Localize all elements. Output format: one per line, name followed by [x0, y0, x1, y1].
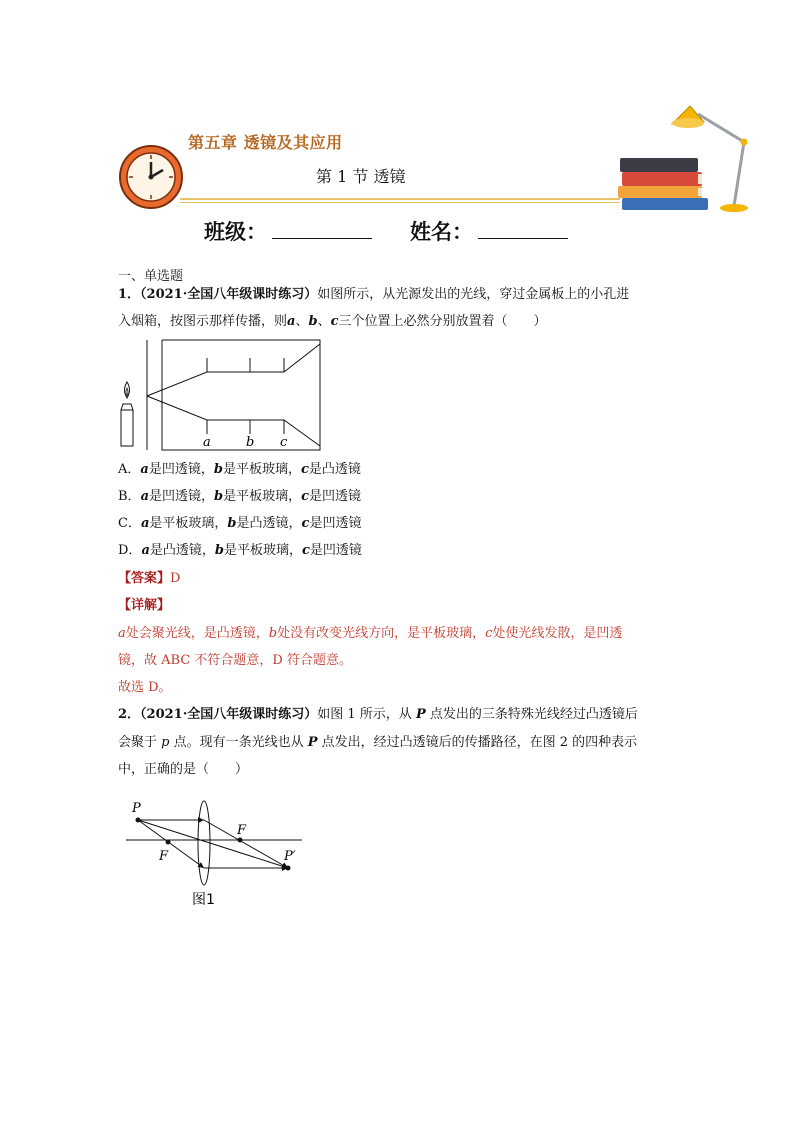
q2-text: 点发出，经过凸透镜后的传播路径，在图 2 的四种表示: [317, 735, 638, 750]
position-markers: [207, 358, 284, 434]
option-var: c: [301, 516, 310, 531]
header-rule-thin: [180, 202, 620, 203]
option-text: 是凹透镜: [309, 516, 362, 531]
q2-line1: [118, 706, 638, 724]
q1-var-c: c: [330, 314, 339, 329]
q2-figure-1: [124, 798, 314, 910]
option-text: 是平板玻璃，: [222, 462, 301, 477]
point-P: [136, 818, 141, 823]
class-label: 班级：: [204, 220, 267, 244]
q1-conclusion: 故选 D。: [118, 680, 172, 695]
option-var: a: [140, 489, 149, 504]
option-d[interactable]: [118, 542, 362, 560]
option-var: a: [141, 543, 150, 558]
header-rule: [180, 198, 620, 200]
chapter-title: 第五章 透镜及其应用: [188, 133, 343, 152]
answer-value: D: [170, 571, 181, 586]
q1-detail-label: 【详解】: [118, 598, 171, 613]
label-P: P: [132, 801, 141, 816]
class-field[interactable]: [272, 238, 372, 239]
q1-text-line2: 入烟箱，按图示那样传播，则: [118, 314, 288, 329]
option-text: 是凹透镜: [309, 489, 362, 504]
fig-label-c: c: [280, 435, 288, 450]
q2-text: 点。现有一条光线也从: [169, 735, 308, 750]
q1-var-b: b: [308, 314, 318, 329]
point-P-prime: [286, 866, 291, 871]
option-var: a: [140, 516, 150, 531]
detail-text: 处会聚光线，是凸透镜，: [125, 626, 269, 641]
option-var: c: [301, 489, 310, 504]
focus-left: [166, 840, 171, 845]
option-letter: D．: [118, 543, 142, 558]
clock-icon: [118, 144, 184, 210]
q1-source: （2021·全国八年级课时练习）: [140, 287, 318, 302]
light-path-top: [147, 344, 320, 396]
detail-var: a: [118, 626, 126, 641]
option-a[interactable]: [118, 461, 361, 479]
option-var: c: [300, 462, 309, 477]
q1-line1: [118, 286, 629, 304]
q1-text-line2-end: 三个位置上必然分别放置着（ ）: [338, 314, 547, 329]
section-title: 第 1 节 透镜: [316, 167, 406, 186]
q1-number: 1．: [118, 287, 141, 302]
option-text: 是凸透镜: [308, 462, 361, 477]
option-var: c: [302, 543, 310, 558]
q1-answer: [118, 570, 180, 588]
q1-var-a: a: [287, 314, 296, 329]
label-F-right: F: [237, 823, 247, 838]
option-var: b: [227, 516, 237, 531]
q2-line2: [118, 734, 637, 752]
option-text: 是凸透镜，: [149, 543, 215, 558]
option-letter: A．: [118, 462, 141, 477]
convex-lens: [198, 801, 210, 885]
detail-var: b: [268, 626, 278, 641]
figure-caption: 图1: [192, 892, 215, 908]
detail-var: c: [485, 626, 493, 641]
q1-detail-line2: 镜，故 ABC 不符合题意，D 符合题意。: [118, 653, 352, 668]
option-text: 是平板玻璃，: [149, 516, 228, 531]
option-b[interactable]: [118, 488, 361, 506]
q1-sep: 、: [295, 314, 309, 329]
q1-figure: [114, 338, 326, 454]
name-field[interactable]: [478, 238, 568, 239]
option-var: a: [140, 462, 149, 477]
answer-label: 【答案】: [118, 571, 171, 586]
option-text: 是凹透镜，: [149, 489, 215, 504]
label-P-prime: P′: [284, 849, 296, 864]
q1-detail-line1: [118, 625, 622, 643]
option-text: 是平板玻璃，: [223, 543, 302, 558]
books-lamp-illustration: [612, 96, 762, 216]
focus-right: [238, 838, 243, 843]
option-var: b: [214, 489, 224, 504]
candle-icon: [121, 382, 133, 446]
fig-label-a: a: [203, 435, 211, 450]
name-label: 姓名：: [410, 220, 473, 244]
option-var: b: [214, 543, 224, 558]
q2-var-p: p: [161, 735, 170, 750]
label-F-left: F: [159, 849, 169, 864]
option-letter: B．: [118, 489, 141, 504]
q1-text-line1: 如图所示，从光源发出的光线，穿过金属板上的小孔进: [317, 287, 630, 302]
q2-text: 会聚于: [118, 735, 162, 750]
option-text: 是凹透镜: [309, 543, 362, 558]
option-text: 是凸透镜，: [236, 516, 302, 531]
option-letter: C．: [118, 516, 141, 531]
light-path-bottom: [147, 396, 320, 446]
smoke-box: [162, 340, 320, 450]
fig-label-b: b: [246, 435, 255, 450]
option-text: 是凹透镜，: [148, 462, 214, 477]
q2-text: 如图 1 所示，从: [317, 707, 416, 722]
section-heading: 一、单选题: [118, 269, 184, 284]
option-c[interactable]: [118, 515, 361, 533]
ray-focus-in: [138, 820, 204, 868]
q1-sep: 、: [317, 314, 331, 329]
detail-text: 处没有改变光线方向，是平板玻璃，: [277, 626, 486, 641]
option-text: 是平板玻璃，: [223, 489, 302, 504]
books-icon: [618, 158, 708, 210]
q2-var-P: P: [415, 707, 426, 722]
q2-text: 点发出的三条特殊光线经过凸透镜后: [425, 707, 638, 722]
q2-number: 2．: [118, 707, 141, 722]
q1-line2: [118, 313, 547, 331]
q2-source: （2021·全国八年级课时练习）: [140, 707, 318, 722]
q2-line3: 中，正确的是（ ）: [118, 762, 249, 777]
detail-text: 处使光线发散，是凹透: [492, 626, 623, 641]
option-var: b: [213, 462, 223, 477]
q2-var-P: P: [307, 735, 318, 750]
